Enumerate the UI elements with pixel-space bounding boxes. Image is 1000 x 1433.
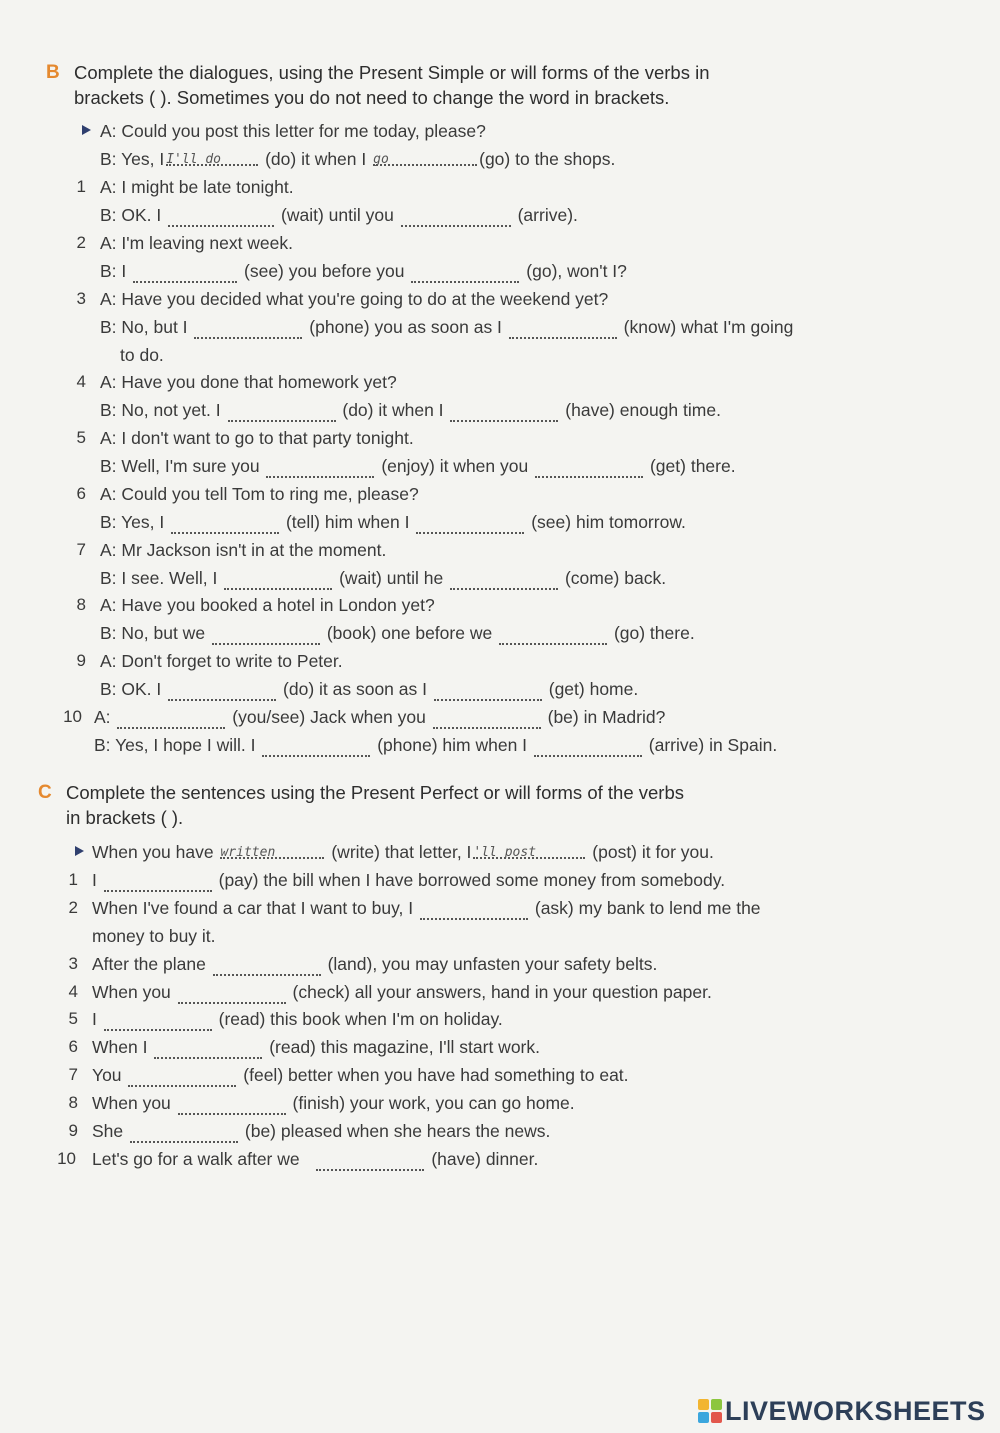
text: B: I see. Well, I	[100, 568, 218, 588]
b5-a: A: I don't want to go to that party tonight.	[100, 428, 414, 448]
answer-input[interactable]	[534, 735, 642, 757]
text: B: No, not yet. I	[100, 400, 221, 420]
text: You	[92, 1065, 122, 1085]
answer-input[interactable]	[266, 456, 374, 478]
answer-blank	[220, 839, 324, 859]
answer-input[interactable]	[450, 400, 558, 422]
text: (go) to the shops.	[479, 149, 616, 169]
example-answer: written	[220, 845, 276, 860]
answer-input[interactable]	[316, 1149, 424, 1171]
section-c-title-line2: in brackets ( ).	[66, 807, 184, 828]
answer-input[interactable]	[228, 400, 336, 422]
b8-b	[100, 622, 695, 647]
b4-b	[100, 399, 721, 424]
text: (check) all your answers, hand in your question paper.	[292, 982, 712, 1002]
text: (come) back.	[564, 568, 667, 588]
answer-input[interactable]	[212, 623, 320, 645]
text: When you	[92, 1093, 171, 1113]
answer-input[interactable]	[171, 512, 279, 534]
answer-input[interactable]	[416, 512, 524, 534]
item-number: 4	[76, 372, 86, 391]
text: (see) you before you	[244, 261, 405, 281]
b6-b	[100, 511, 686, 536]
text: B: No, but I	[100, 317, 188, 337]
item-number: 10	[63, 707, 82, 726]
text: B: Yes, I hope I will. I	[94, 735, 256, 755]
item-number: 9	[76, 651, 86, 670]
text: (be) in Madrid?	[547, 707, 666, 727]
item-number: 5	[68, 1009, 78, 1028]
b3-b	[100, 316, 793, 341]
b4-a: A: Have you done that homework yet?	[100, 372, 397, 392]
item-number: 6	[76, 484, 86, 503]
section-c-title-line1: Complete the sentences using the Present Perfect or will forms of the verbs	[66, 782, 684, 803]
text: When you have	[92, 842, 214, 862]
b-example-a: A: Could you post this letter for me today, please?	[100, 121, 486, 141]
logo-square	[698, 1399, 709, 1410]
text: She	[92, 1121, 124, 1141]
answer-input[interactable]	[104, 870, 212, 892]
logo-text: LIVEWORKSHEETS	[725, 1395, 986, 1426]
logo-mark-icon	[698, 1399, 722, 1423]
text: When I	[92, 1037, 148, 1057]
text: (pay) the bill when I have borrowed some money from somebody.	[218, 870, 726, 890]
text: (wait) until he	[339, 568, 444, 588]
c-example	[92, 841, 714, 863]
text: (see) him tomorrow.	[531, 512, 686, 532]
b5-b	[100, 455, 736, 480]
text: B: I	[100, 261, 127, 281]
c9	[92, 1120, 550, 1145]
text: (go) there.	[613, 623, 695, 643]
text: (finish) your work, you can go home.	[292, 1093, 575, 1113]
section-c-instructions	[66, 780, 684, 830]
answer-input[interactable]	[133, 261, 237, 283]
text: B: No, but we	[100, 623, 206, 643]
c7	[92, 1064, 629, 1089]
item-number: 7	[76, 540, 86, 559]
text: (arrive).	[517, 205, 578, 225]
b2-a: A: I'm leaving next week.	[100, 233, 294, 253]
answer-input[interactable]	[128, 1065, 236, 1087]
b9-a: A: Don't forget to write to Peter.	[100, 651, 343, 671]
c4	[92, 981, 712, 1006]
c10	[92, 1148, 538, 1173]
text: B: OK. I	[100, 679, 162, 699]
example-answer: 'll post	[473, 845, 537, 860]
item-number: 1	[76, 177, 86, 196]
b10-a	[94, 706, 665, 731]
text: (do) it when I	[342, 400, 444, 420]
answer-input[interactable]	[117, 707, 225, 729]
item-number: 8	[68, 1093, 78, 1112]
text: (do) it as soon as I	[283, 679, 427, 699]
b9-b	[100, 678, 638, 703]
text: I	[92, 1009, 97, 1029]
text: (feel) better when you have had something to eat.	[243, 1065, 629, 1085]
text: A:	[94, 707, 111, 727]
section-b-letter: B	[46, 62, 60, 83]
item-number: 2	[68, 898, 78, 917]
item-number: 6	[68, 1037, 78, 1056]
text: (have) dinner.	[431, 1149, 539, 1169]
answer-blank	[166, 146, 258, 166]
liveworksheets-logo[interactable]	[698, 1395, 986, 1427]
answer-blank	[473, 839, 585, 859]
text: (get) there.	[649, 456, 736, 476]
c6	[92, 1036, 540, 1061]
answer-input[interactable]	[420, 898, 528, 920]
logo-square	[711, 1412, 722, 1423]
text: (post) it for you.	[592, 842, 714, 862]
text: I	[92, 870, 97, 890]
text: (phone) him when I	[377, 735, 528, 755]
b3-a: A: Have you decided what you're going to do at the weekend yet?	[100, 289, 609, 309]
answer-input[interactable]	[154, 1037, 262, 1059]
logo-square	[711, 1399, 722, 1410]
answer-input[interactable]	[130, 1121, 238, 1143]
b7-a: A: Mr Jackson isn't in at the moment.	[100, 540, 387, 560]
section-b-title-line2: brackets ( ). Sometimes you do not need to change the word in brackets.	[74, 87, 670, 108]
b8-a: A: Have you booked a hotel in London yet?	[100, 595, 435, 615]
answer-input[interactable]	[168, 205, 274, 227]
answer-input[interactable]	[509, 317, 617, 339]
text: (wait) until you	[281, 205, 394, 225]
answer-input[interactable]	[194, 317, 302, 339]
item-number: 9	[68, 1121, 78, 1140]
text: B: Yes, I	[100, 149, 165, 169]
text: (enjoy) it when you	[381, 456, 529, 476]
c3	[92, 953, 657, 978]
text: (phone) you as soon as I	[309, 317, 502, 337]
text: (write) that letter, I	[331, 842, 472, 862]
text: (be) pleased when she hears the news.	[244, 1121, 551, 1141]
b7-b	[100, 567, 666, 592]
item-number: 3	[68, 954, 78, 973]
text: (get) home.	[548, 679, 639, 699]
text: (do) it when I	[265, 149, 367, 169]
text: After the plane	[92, 954, 206, 974]
text: B: Yes, I	[100, 512, 165, 532]
text: (you/see) Jack when you	[232, 707, 426, 727]
c2	[92, 897, 761, 922]
c8	[92, 1092, 575, 1117]
text: (arrive) in Spain.	[648, 735, 778, 755]
text: (know) what I'm going	[623, 317, 794, 337]
item-number: 2	[76, 233, 86, 252]
example-answer: I'll do	[166, 152, 222, 167]
text: Let's go for a walk after we	[92, 1149, 300, 1169]
text: When I've found a car that I want to buy, I	[92, 898, 414, 918]
text: When you	[92, 982, 171, 1002]
text: B: OK. I	[100, 205, 162, 225]
answer-input[interactable]	[401, 205, 511, 227]
example-arrow-icon	[82, 125, 91, 135]
section-c-letter: C	[38, 782, 52, 803]
section-b-instructions	[74, 60, 709, 110]
b6-a: A: Could you tell Tom to ring me, please?	[100, 484, 419, 504]
answer-blank	[373, 146, 477, 166]
text: B: Well, I'm sure you	[100, 456, 260, 476]
b10-b	[94, 734, 777, 759]
item-number: 7	[68, 1065, 78, 1084]
answer-input[interactable]	[535, 456, 643, 478]
text: (go), won't I?	[526, 261, 627, 281]
answer-input[interactable]	[433, 707, 541, 729]
example-answer: go	[373, 152, 389, 167]
answer-input[interactable]	[450, 568, 558, 590]
section-b-title-line1: Complete the dialogues, using the Present Simple or will forms of the verbs in	[74, 62, 710, 83]
item-number: 1	[68, 870, 78, 889]
item-number: 5	[76, 428, 86, 447]
b2-b	[100, 260, 627, 285]
b3-b-cont: to do.	[120, 345, 164, 365]
b-example-b	[100, 148, 615, 170]
text: (tell) him when I	[285, 512, 410, 532]
text: (read) this book when I'm on holiday.	[218, 1009, 503, 1029]
c2-cont: money to buy it.	[92, 926, 216, 946]
item-number: 4	[68, 982, 78, 1001]
text: (read) this magazine, I'll start work.	[269, 1037, 540, 1057]
text: (land), you may unfasten your safety belts.	[327, 954, 658, 974]
text: (ask) my bank to lend me the	[534, 898, 761, 918]
answer-input[interactable]	[168, 679, 276, 701]
answer-input[interactable]	[104, 1009, 212, 1031]
answer-input[interactable]	[224, 568, 332, 590]
answer-input[interactable]	[178, 1093, 286, 1115]
c5	[92, 1008, 503, 1033]
b1-a: A: I might be late tonight.	[100, 177, 294, 197]
item-number: 10	[57, 1149, 76, 1168]
item-number: 3	[76, 289, 86, 308]
answer-input[interactable]	[434, 679, 542, 701]
logo-square	[698, 1412, 709, 1423]
item-number: 8	[76, 595, 86, 614]
answer-input[interactable]	[499, 623, 607, 645]
b1-b	[100, 204, 578, 229]
text: (book) one before we	[326, 623, 493, 643]
answer-input[interactable]	[262, 735, 370, 757]
text: (have) enough time.	[565, 400, 721, 420]
answer-input[interactable]	[213, 954, 321, 976]
answer-input[interactable]	[411, 261, 519, 283]
answer-input[interactable]	[178, 982, 286, 1004]
example-arrow-icon	[75, 846, 84, 856]
c1	[92, 869, 725, 894]
